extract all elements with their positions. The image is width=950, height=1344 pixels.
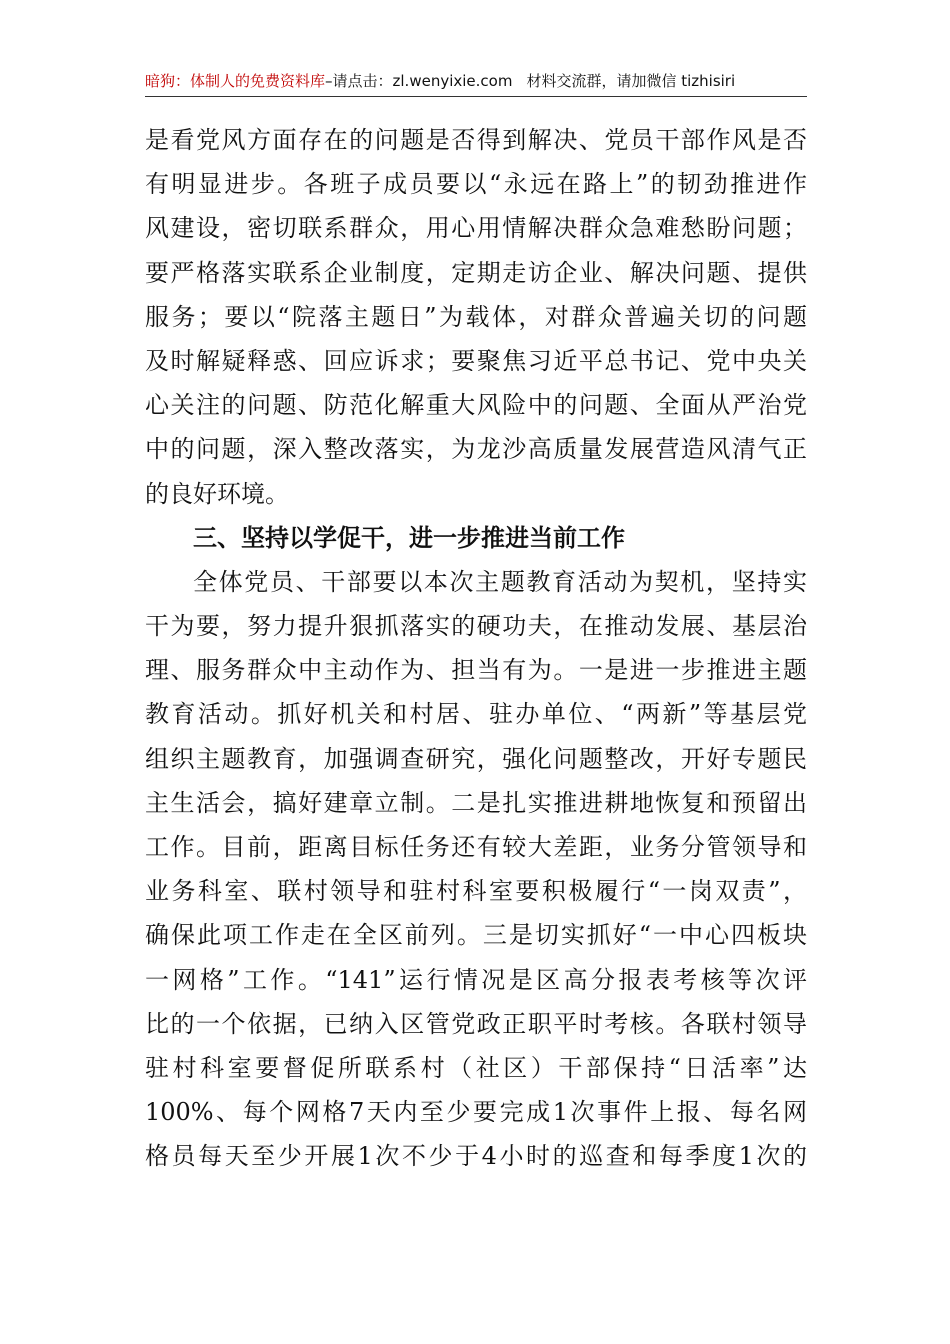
text-line: 比的一个依据，已纳入区管党政正职平时考核。各联村领导 xyxy=(145,1009,807,1038)
text-line: 的良好环境。 xyxy=(145,479,289,508)
text-line: 业务科室、联村领导和驻村科室要积极履行“一岗双责”， xyxy=(145,877,807,906)
text-line: 格员每天至少开展1次不少于4小时的巡查和每季度1次的 xyxy=(145,1142,807,1171)
text-line: 组织主题教育，加强调查研究，强化问题整改，开好专题民 xyxy=(145,744,807,773)
header-site-name: 暗狗：体制人的免费资料库 xyxy=(145,72,326,90)
section-heading: 三、坚持以学促干，进一步推进当前工作 xyxy=(193,523,625,552)
text-line: 及时解疑释惑、回应诉求；要聚焦习近平总书记、党中央关 xyxy=(145,346,807,375)
text-line: 心关注的问题、防范化解重大风险中的问题、全面从严治党 xyxy=(145,391,807,420)
document-body xyxy=(145,118,807,1179)
text-line: 理、服务群众中主动作为、担当有为。一是进一步推进主题 xyxy=(145,656,807,685)
header-click-link[interactable]: –请点击：zl.wenyixie.com xyxy=(325,72,513,90)
text-line: 驻村科室要督促所联系村（社区）干部保持“日活率”达 xyxy=(145,1053,807,1082)
page-header xyxy=(145,66,807,97)
text-line: 风建设，密切联系群众，用心用情解决群众急难愁盼问题； xyxy=(145,214,807,243)
text-line: 中的问题，深入整改落实，为龙沙高质量发展营造风清气正 xyxy=(145,435,807,464)
text-line: 一网格”工作。“141”运行情况是区高分报表考核等次评 xyxy=(145,965,807,994)
text-line: 教育活动。抓好机关和村居、驻办单位、“两新”等基层党 xyxy=(145,700,807,729)
header-wechat-note: 材料交流群，请加微信 tizhisiri xyxy=(526,72,736,90)
text-line: 100%、每个网格7天内至少要完成1次事件上报、每名网 xyxy=(145,1098,807,1127)
text-line: 全体党员、干部要以本次主题教育活动为契机，坚持实 xyxy=(193,567,807,596)
text-line: 确保此项工作走在全区前列。三是切实抓好“一中心四板块 xyxy=(145,921,807,950)
text-line: 是看党风方面存在的问题是否得到解决、党员干部作风是否 xyxy=(145,126,807,154)
text-line: 主生活会，搞好建章立制。二是扎实推进耕地恢复和预留出 xyxy=(145,788,807,817)
text-line: 服务；要以“院落主题日”为载体，对群众普遍关切的问题 xyxy=(145,302,807,331)
text-line: 要严格落实联系企业制度，定期走访企业、解决问题、提供 xyxy=(145,258,807,287)
text-line: 工作。目前，距离目标任务还有较大差距，业务分管领导和 xyxy=(145,833,807,861)
text-line: 有明显进步。各班子成员要以“永远在路上”的韧劲推进作 xyxy=(145,170,807,199)
text-line: 干为要，努力提升狠抓落实的硬功夫，在推动发展、基层治 xyxy=(145,612,807,641)
